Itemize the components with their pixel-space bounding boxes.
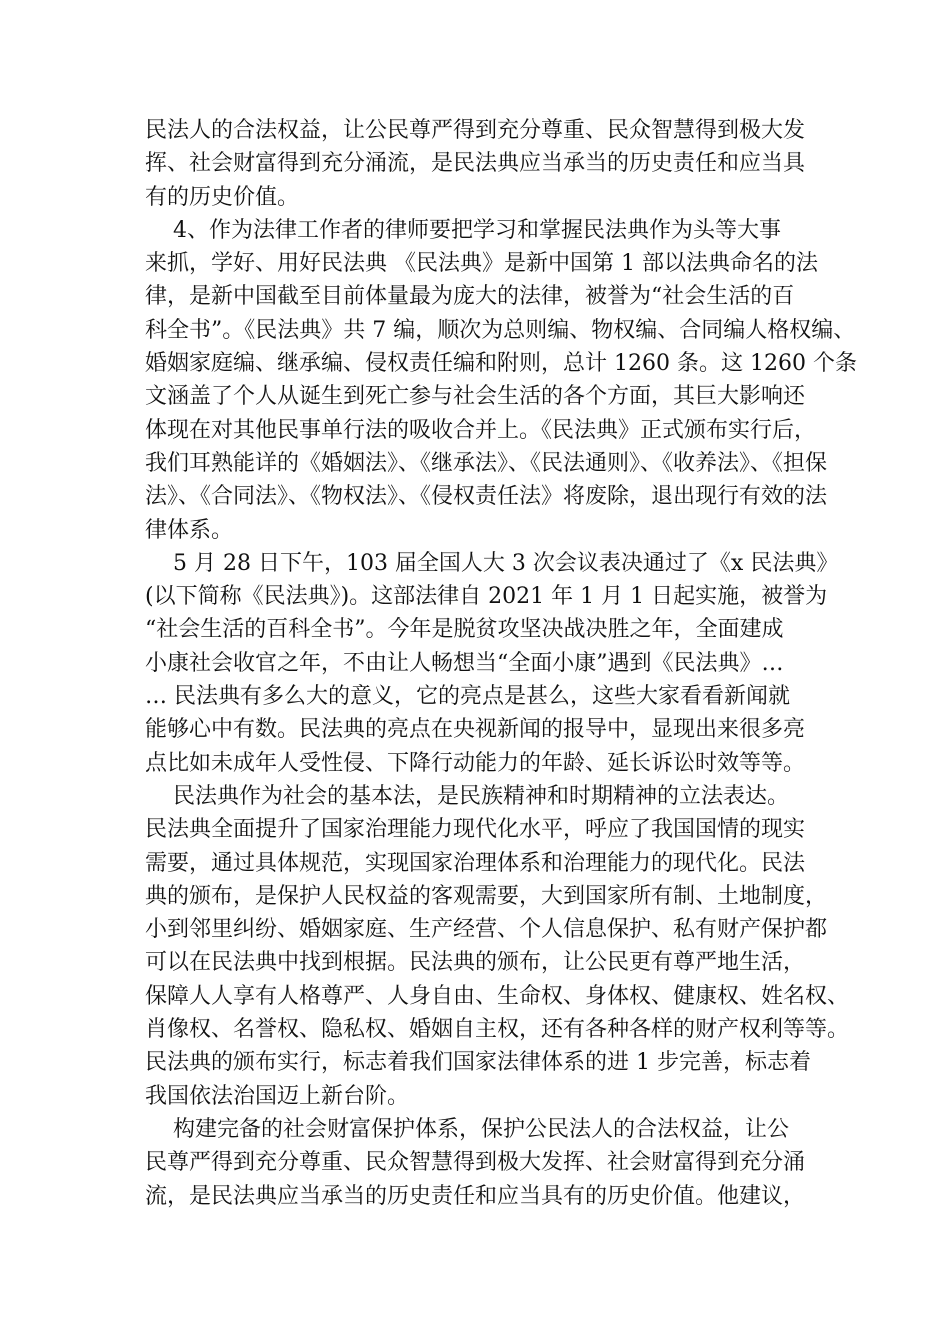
text-line: 律，是新中国截至目前体量最为庞大的法律，被誉为“社会生活的百	[145, 284, 795, 310]
text-line: 能够心中有数。民法典的亮点在央视新闻的报导中，显现出来很多亮	[145, 717, 806, 743]
text-line: 法》、《合同法》、《物权法》、《侵权责任法》将废除，退出现行有效的法	[145, 484, 828, 510]
text-line: 保障人人享有人格尊严、人身自由、生命权、身体权、健康权、姓名权、	[145, 983, 850, 1009]
text-line: 有的历史价值。	[145, 184, 300, 210]
text-line: 文涵盖了个人从诞生到死亡参与社会生活的各个方面，其巨大影响还	[145, 384, 806, 410]
text-line: 5 月 28 日下午，103 届全国人大 3 次会议表决通过了《x 民法典》	[145, 550, 839, 576]
text-line: 挥、社会财富得到充分涌流，是民法典应当承当的历史责任和应当具	[145, 151, 806, 177]
text-line: 可以在民法典中找到根据。民法典的颁布，让公民更有尊严地生活，	[145, 950, 806, 976]
text-line: 小康社会收官之年，不由让人畅想当“全面小康”遇到《民法典》…	[145, 650, 784, 676]
text-line: 体现在对其他民事单行法的吸收合并上。《民法典》正式颁布实行后，	[145, 417, 817, 443]
text-line: 婚姻家庭编、继承编、侵权责任编和附则，总计 1260 条。这 1260 个条	[145, 351, 857, 377]
text-line: 肖像权、名誉权、隐私权、婚姻自主权，还有各种各样的财产权利等等。	[145, 1017, 850, 1043]
text-line: 来抓，学好、用好民法典 《民法典》是新中国第 1 部以法典命名的法	[145, 251, 818, 277]
text-line: 民法人的合法权益，让公民尊严得到充分尊重、民众智慧得到极大发	[145, 118, 806, 143]
text-line: “社会生活的百科全书”。今年是脱贫攻坚决战决胜之年，全面建成	[145, 617, 784, 643]
text-line: 我国依法治国迈上新台阶。	[145, 1083, 410, 1109]
text-line: (以下简称《民法典》)。这部法律自 2021 年 1 月 1 日起实施，被誉为	[145, 584, 828, 610]
text-line: 我们耳熟能详的《婚姻法》、《继承法》、《民法通则》、《收养法》、《担保	[145, 450, 828, 476]
text-line: 需要，通过具体规范，实现国家治理体系和治理能力的现代化。民法	[145, 850, 806, 876]
text-line: 典的颁布，是保护人民权益的客观需要，大到国家所有制、土地制度，	[145, 883, 828, 909]
text-line: 民法典的颁布实行，标志着我们国家法律体系的进 1 步完善，标志着	[145, 1050, 811, 1076]
text-line: 小到邻里纠纷、婚姻家庭、生产经营、个人信息保护、私有财产保护都	[145, 917, 828, 943]
text-line: 民法典全面提升了国家治理能力现代化水平，呼应了我国国情的现实	[145, 817, 806, 843]
text-line: 4、作为法律工作者的律师要把学习和掌握民法典作为头等大事	[145, 217, 781, 243]
text-line: 流，是民法典应当承当的历史责任和应当具有的历史价值。他建议，	[145, 1183, 806, 1209]
text-line: 点比如未成年人受性侵、下降行动能力的年龄、延长诉讼时效等等。	[145, 750, 806, 776]
text-line: 律体系。	[145, 517, 234, 543]
text-line: 民尊严得到充分尊重、民众智慧得到极大发挥、社会财富得到充分涌	[145, 1150, 806, 1176]
text-line: 科全书”。《民法典》共 7 编，顺次为总则编、物权编、合同编人格权编、	[145, 317, 856, 343]
document-body	[145, 114, 857, 1213]
text-line: … 民法典有多么大的意义，它的亮点是甚么，这些大家看看新闻就	[145, 684, 790, 710]
text-line: 民法典作为社会的基本法，是民族精神和时期精神的立法表达。	[145, 783, 789, 809]
text-line: 构建完备的社会财富保护体系，保护公民法人的合法权益，让公	[145, 1116, 789, 1142]
